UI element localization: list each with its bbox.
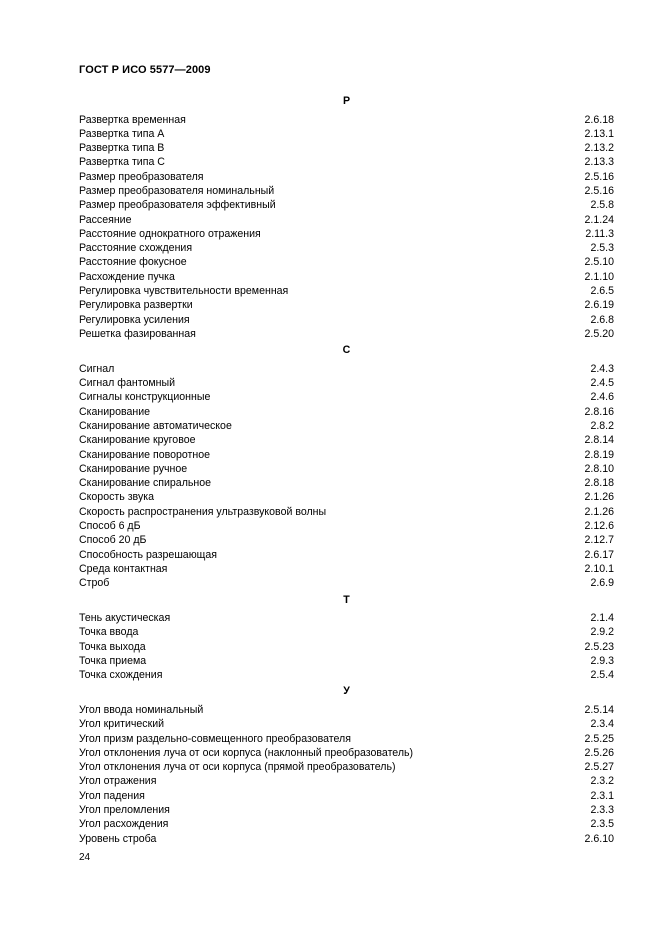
index-entry	[79, 746, 614, 760]
index-reference: 2.5.3	[590, 242, 614, 255]
index-reference: 2.9.3	[590, 654, 614, 667]
index-term: Способность разрешающая	[79, 548, 217, 561]
index-reference: 2.6.8	[590, 313, 614, 326]
index-reference: 2.1.26	[584, 505, 614, 518]
index-term: Регулировка развертки	[79, 299, 193, 312]
index-term: Скорость распространения ультразвуковой волны	[79, 505, 327, 518]
index-reference: 2.6.18	[584, 113, 614, 126]
index-term: Уровень строба	[79, 832, 157, 845]
index-entry	[79, 640, 614, 654]
index-term: Сигнал	[79, 362, 115, 375]
index-reference: 2.8.10	[584, 462, 614, 475]
index-entry	[79, 113, 614, 127]
index-reference: 2.3.3	[590, 804, 614, 817]
section-letter: Т	[343, 593, 350, 606]
index-term: Строб	[79, 577, 110, 590]
index-term: Решетка фазированная	[79, 327, 196, 340]
index-entry	[79, 284, 614, 298]
index-reference: 2.5.26	[584, 746, 614, 759]
index-reference: 2.5.16	[584, 170, 614, 183]
index-term: Регулировка чувствительности временная	[79, 285, 289, 298]
index-reference: 2.11.3	[585, 227, 614, 240]
index-reference: 2.5.10	[584, 256, 614, 269]
index-reference: 2.6.9	[590, 577, 614, 590]
index-term: Сигналы конструкционные	[79, 391, 211, 404]
index-term: Сканирование ручное	[79, 462, 188, 475]
index-term: Угол отражения	[79, 775, 157, 788]
index-reference: 2.12.7	[584, 534, 614, 547]
index-reference: 2.5.16	[584, 184, 614, 197]
index-term: Развертка типа В	[79, 142, 165, 155]
index-term: Размер преобразователя	[79, 170, 204, 183]
index-reference: 2.4.6	[590, 391, 614, 404]
index-entry	[79, 703, 614, 717]
index-reference: 2.13.2	[584, 142, 614, 155]
index-section	[79, 682, 614, 845]
index-term: Точка выхода	[79, 640, 146, 653]
index-term: Рассеяние	[79, 213, 132, 226]
index-term: Сканирование автоматическое	[79, 419, 232, 432]
index-section	[79, 591, 614, 683]
index-reference: 2.8.18	[584, 477, 614, 490]
index-term: Расстояние фокусное	[79, 256, 187, 269]
index-entry	[79, 774, 614, 788]
index-entry	[79, 390, 614, 404]
index-entry	[79, 170, 614, 184]
index-entry	[79, 832, 614, 846]
index-reference: 2.3.4	[590, 718, 614, 731]
index-reference: 2.3.2	[590, 775, 614, 788]
index-reference: 2.6.10	[584, 832, 614, 845]
index-entry	[79, 760, 614, 774]
index-entry	[79, 668, 614, 682]
index-term: Угол призм раздельно-совмещенного преобразователя	[79, 732, 351, 745]
index-term: Точка приема	[79, 654, 147, 667]
index-reference: 2.8.16	[584, 405, 614, 418]
index-reference: 2.3.5	[590, 818, 614, 831]
index-reference: 2.5.14	[584, 703, 614, 716]
index-entry	[79, 533, 614, 547]
index-term: Размер преобразователя эффективный	[79, 199, 276, 212]
index-term: Развертка типа А	[79, 127, 165, 140]
index-term: Способ 20 дБ	[79, 534, 147, 547]
index-term: Расстояние однократного отражения	[79, 227, 261, 240]
index-reference: 2.6.5	[590, 285, 614, 298]
index-term: Угол расхождения	[79, 818, 169, 831]
index-entry	[79, 241, 614, 255]
index-entry	[79, 505, 614, 519]
index-entry	[79, 548, 614, 562]
index-entry	[79, 562, 614, 576]
index-reference: 2.1.10	[584, 270, 614, 283]
index-entry	[79, 227, 614, 241]
index-entry	[79, 433, 614, 447]
index-entry	[79, 298, 614, 312]
index-term: Сканирование круговое	[79, 434, 196, 447]
index-entry	[79, 476, 614, 490]
index-term: Регулировка усиления	[79, 313, 190, 326]
index-reference: 2.8.14	[584, 434, 614, 447]
index-reference: 2.5.25	[584, 732, 614, 745]
index-entry	[79, 419, 614, 433]
index-entry	[79, 127, 614, 141]
index-term: Угол преломления	[79, 804, 170, 817]
index-entry	[79, 817, 614, 831]
index-reference: 2.6.19	[584, 299, 614, 312]
index-term: Точка схождения	[79, 669, 163, 682]
section-letter: С	[342, 344, 351, 357]
index-entry	[79, 184, 614, 198]
index-entry	[79, 576, 614, 590]
section-letter: Р	[342, 95, 351, 107]
index-term: Угол отклонения луча от оси корпуса (прямой преобразователь)	[79, 761, 396, 774]
index-term: Расстояние схождения	[79, 242, 193, 255]
index-reference: 2.1.26	[584, 491, 614, 504]
index-term: Угол критический	[79, 718, 165, 731]
index-entry	[79, 625, 614, 639]
index-term: Тень акустическая	[79, 612, 171, 624]
index-entry	[79, 654, 614, 668]
index-entry	[79, 155, 614, 169]
index-entry	[79, 611, 614, 625]
index-entry	[79, 462, 614, 476]
index-term: Сигнал фантомный	[79, 377, 176, 390]
index-section	[79, 341, 614, 590]
index-reference: 2.10.1	[584, 562, 614, 575]
index-reference: 2.1.24	[584, 213, 614, 226]
index-reference: 2.4.5	[590, 377, 614, 390]
index-term: Угол ввода номинальный	[79, 703, 204, 716]
index-reference: 2.5.4	[590, 669, 614, 682]
index-term: Сканирование поворотное	[79, 448, 211, 461]
index-entry	[79, 732, 614, 746]
index-entry	[79, 213, 614, 227]
index-reference: 2.5.27	[584, 761, 614, 774]
index-reference: 2.5.8	[590, 199, 614, 212]
index-reference: 2.6.17	[584, 548, 614, 561]
index-entry	[79, 717, 614, 731]
index-entry	[79, 803, 614, 817]
document-header: ГОСТ Р ИСО 5577—2009	[79, 64, 211, 76]
index-reference: 2.1.4	[590, 612, 614, 624]
index-reference: 2.4.3	[590, 362, 614, 375]
index-entry	[79, 362, 614, 376]
page-number: 24	[79, 852, 91, 863]
index-term: Способ 6 дБ	[79, 520, 141, 533]
index-entry	[79, 255, 614, 269]
index-reference: 2.5.20	[584, 327, 614, 340]
index-term: Среда контактная	[79, 562, 168, 575]
index-term: Скорость звука	[79, 491, 154, 504]
index-entry	[79, 519, 614, 533]
index-section	[79, 92, 614, 341]
index-entry	[79, 376, 614, 390]
index-entry	[79, 141, 614, 155]
index-reference: 2.9.2	[590, 626, 614, 639]
index-term: Точка ввода	[79, 626, 139, 639]
index-term: Угол отклонения луча от оси корпуса (наклонный преобразователь)	[79, 746, 414, 759]
index-term: Развертка временная	[79, 113, 186, 126]
index-entry	[79, 789, 614, 803]
index-reference: 2.8.2	[590, 419, 614, 432]
index-entry	[79, 313, 614, 327]
index-reference: 2.8.19	[584, 448, 614, 461]
index-term: Расхождение пучка	[79, 270, 175, 283]
index-entry	[79, 198, 614, 212]
index-reference: 2.13.1	[584, 127, 614, 140]
index-entry	[79, 405, 614, 419]
subject-index	[79, 92, 614, 846]
index-entry	[79, 490, 614, 504]
index-reference: 2.3.1	[590, 789, 614, 802]
index-reference: 2.13.3	[584, 156, 614, 169]
index-entry	[79, 448, 614, 462]
section-letter: У	[343, 685, 350, 698]
index-entry	[79, 327, 614, 341]
index-term: Сканирование спиральное	[79, 477, 212, 490]
index-reference: 2.5.23	[584, 640, 614, 653]
index-entry	[79, 270, 614, 284]
index-term: Сканирование	[79, 405, 151, 418]
index-term: Развертка типа С	[79, 156, 165, 169]
index-reference: 2.12.6	[584, 520, 614, 533]
index-term: Угол падения	[79, 789, 145, 802]
index-term: Размер преобразователя номинальный	[79, 184, 275, 197]
